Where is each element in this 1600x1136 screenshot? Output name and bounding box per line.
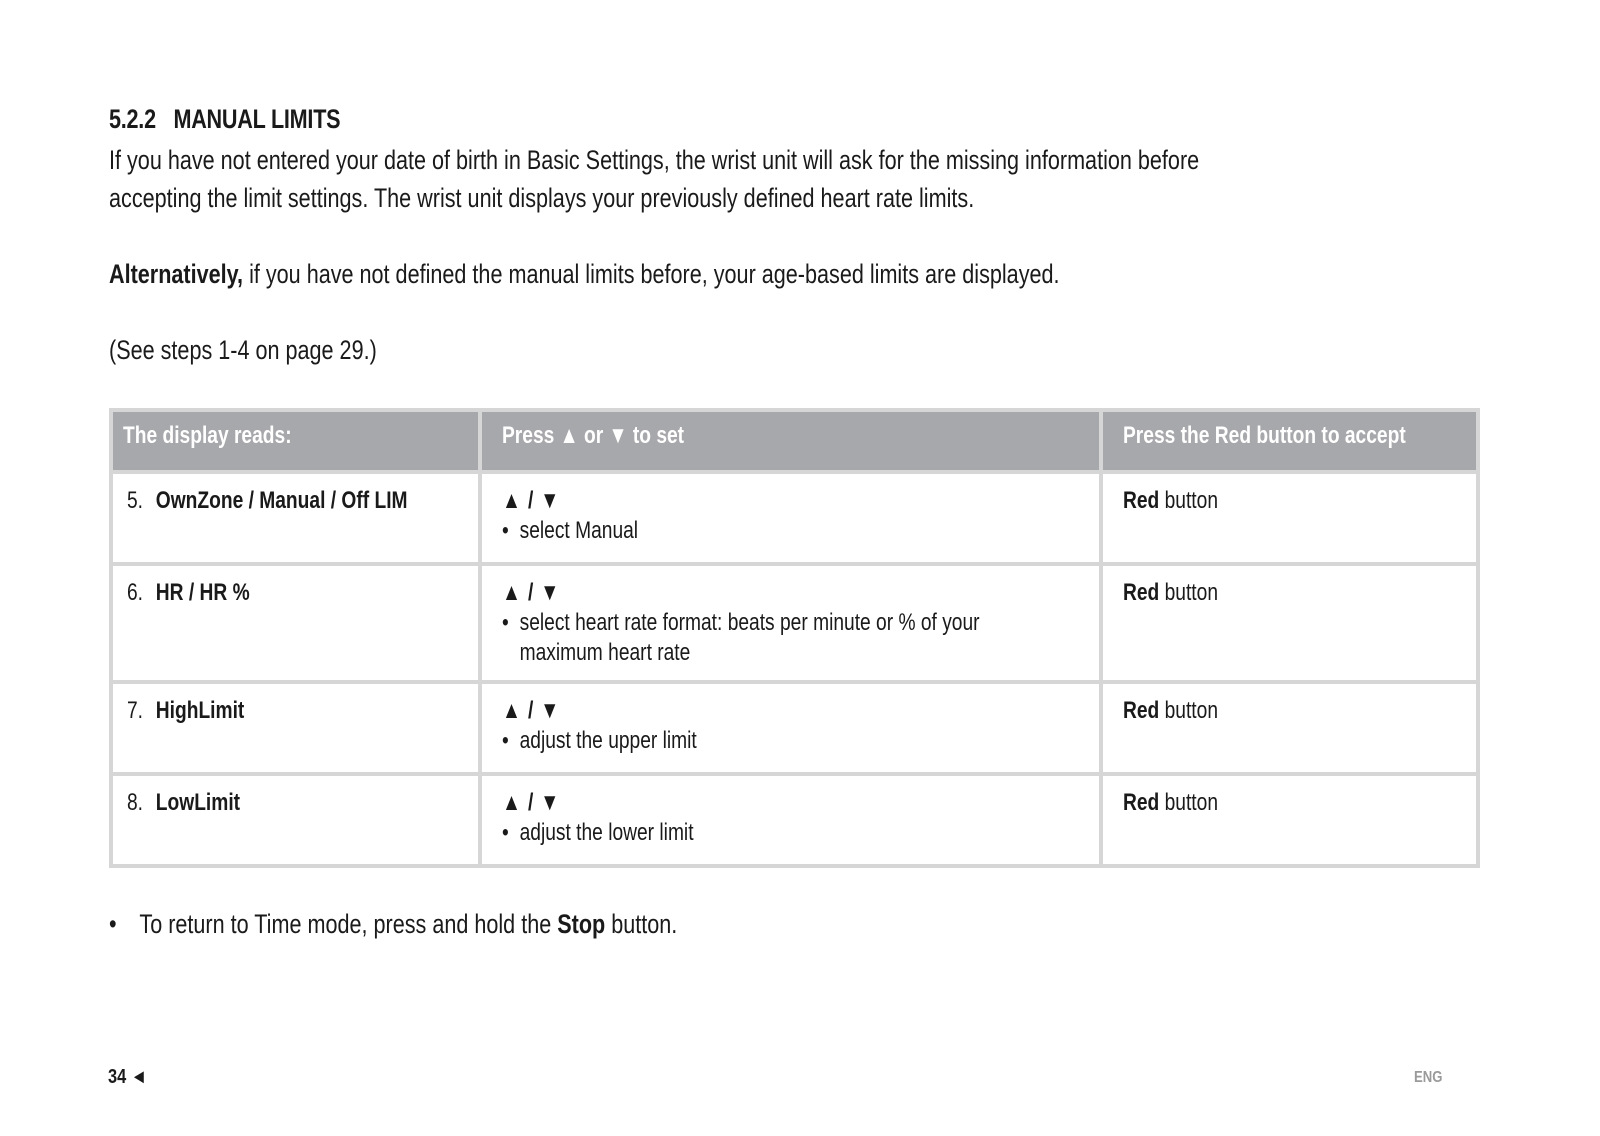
- steps-table: [109, 408, 1480, 868]
- table-row: [111, 682, 1478, 774]
- action-text-continued: maximum heart rate: [519, 639, 690, 666]
- language-label: ENG: [1414, 1069, 1443, 1086]
- accept-text: button: [1158, 789, 1218, 816]
- display-text: HighLimit: [155, 697, 245, 724]
- action-text: adjust the upper limit: [519, 727, 697, 754]
- header-display-reads: The display reads:: [111, 410, 480, 472]
- alternative-bold: Alternatively,: [109, 259, 244, 289]
- accept-cell: [1101, 774, 1478, 866]
- page-content: [109, 104, 1445, 369]
- action-text: adjust the lower limit: [519, 819, 694, 846]
- accept-cell: [1101, 472, 1478, 564]
- accept-cell: [1101, 564, 1478, 682]
- up-down-arrows-icon: ▲ / ▼: [501, 697, 560, 724]
- header-press-red-accept: Press the Red button to accept: [1101, 410, 1478, 472]
- footnote-text-after: button.: [605, 909, 678, 939]
- up-down-arrows-icon: ▲ / ▼: [501, 487, 560, 514]
- up-down-arrows-icon: ▲ / ▼: [501, 579, 560, 606]
- stop-button-label: Stop: [557, 909, 606, 939]
- step-number: 7.: [127, 697, 144, 724]
- intro-line-2: accepting the limit settings. The wrist unit displays your previously defined heart rate limits.: [109, 183, 975, 213]
- action-text: select Manual: [519, 517, 638, 544]
- step-number: 5.: [127, 487, 144, 514]
- display-cell: [111, 774, 480, 866]
- table-row: [111, 472, 1478, 564]
- up-down-arrows-icon: ▲ / ▼: [501, 789, 560, 816]
- section-title: MANUAL LIMITS: [173, 104, 341, 134]
- bullet-icon: •: [501, 819, 509, 846]
- intro-line-1: If you have not entered your date of birth in Basic Settings, the wrist unit will ask for the missing information before: [109, 145, 1200, 175]
- section-number: 5.2.2: [109, 104, 156, 134]
- bullet-icon: •: [501, 727, 509, 754]
- display-cell: [111, 564, 480, 682]
- page-number: 34 ◄: [108, 1066, 148, 1088]
- action-cell: [480, 564, 1101, 682]
- action-cell: [480, 682, 1101, 774]
- action-cell: [480, 774, 1101, 866]
- bullet-icon: •: [501, 609, 509, 636]
- bullet-icon: •: [501, 517, 509, 544]
- display-cell: [111, 682, 480, 774]
- accept-text: button: [1158, 579, 1218, 606]
- action-cell: [480, 472, 1101, 564]
- table-row: [111, 564, 1478, 682]
- header-press-to-set: Press ▲ or ▼ to set: [480, 410, 1101, 472]
- step-number: 8.: [127, 789, 144, 816]
- intro-paragraph: [109, 141, 1600, 217]
- accept-text: button: [1158, 697, 1218, 724]
- accept-red: Red: [1122, 487, 1159, 514]
- alternative-text: if you have not defined the manual limits before, your age-based limits are displayed.: [243, 259, 1060, 289]
- table-row: [111, 774, 1478, 866]
- accept-red: Red: [1122, 789, 1159, 816]
- return-to-time-note: [109, 905, 677, 943]
- display-text: OwnZone / Manual / Off LIM: [155, 487, 408, 514]
- display-cell: [111, 472, 480, 564]
- see-steps-note: (See steps 1-4 on page 29.): [109, 335, 377, 365]
- accept-text: button: [1158, 487, 1218, 514]
- action-text: select heart rate format: beats per minute or % of your: [519, 609, 980, 636]
- section-heading: [109, 104, 1178, 135]
- accept-red: Red: [1122, 579, 1159, 606]
- footnote-text-before: To return to Time mode, press and hold the: [139, 909, 558, 939]
- accept-red: Red: [1122, 697, 1159, 724]
- display-text: HR / HR %: [155, 579, 250, 606]
- bullet-icon: •: [109, 909, 117, 939]
- display-text: LowLimit: [155, 789, 241, 816]
- alternative-paragraph: [109, 255, 1600, 293]
- accept-cell: [1101, 682, 1478, 774]
- table-header-row: [111, 410, 1478, 472]
- step-number: 6.: [127, 579, 144, 606]
